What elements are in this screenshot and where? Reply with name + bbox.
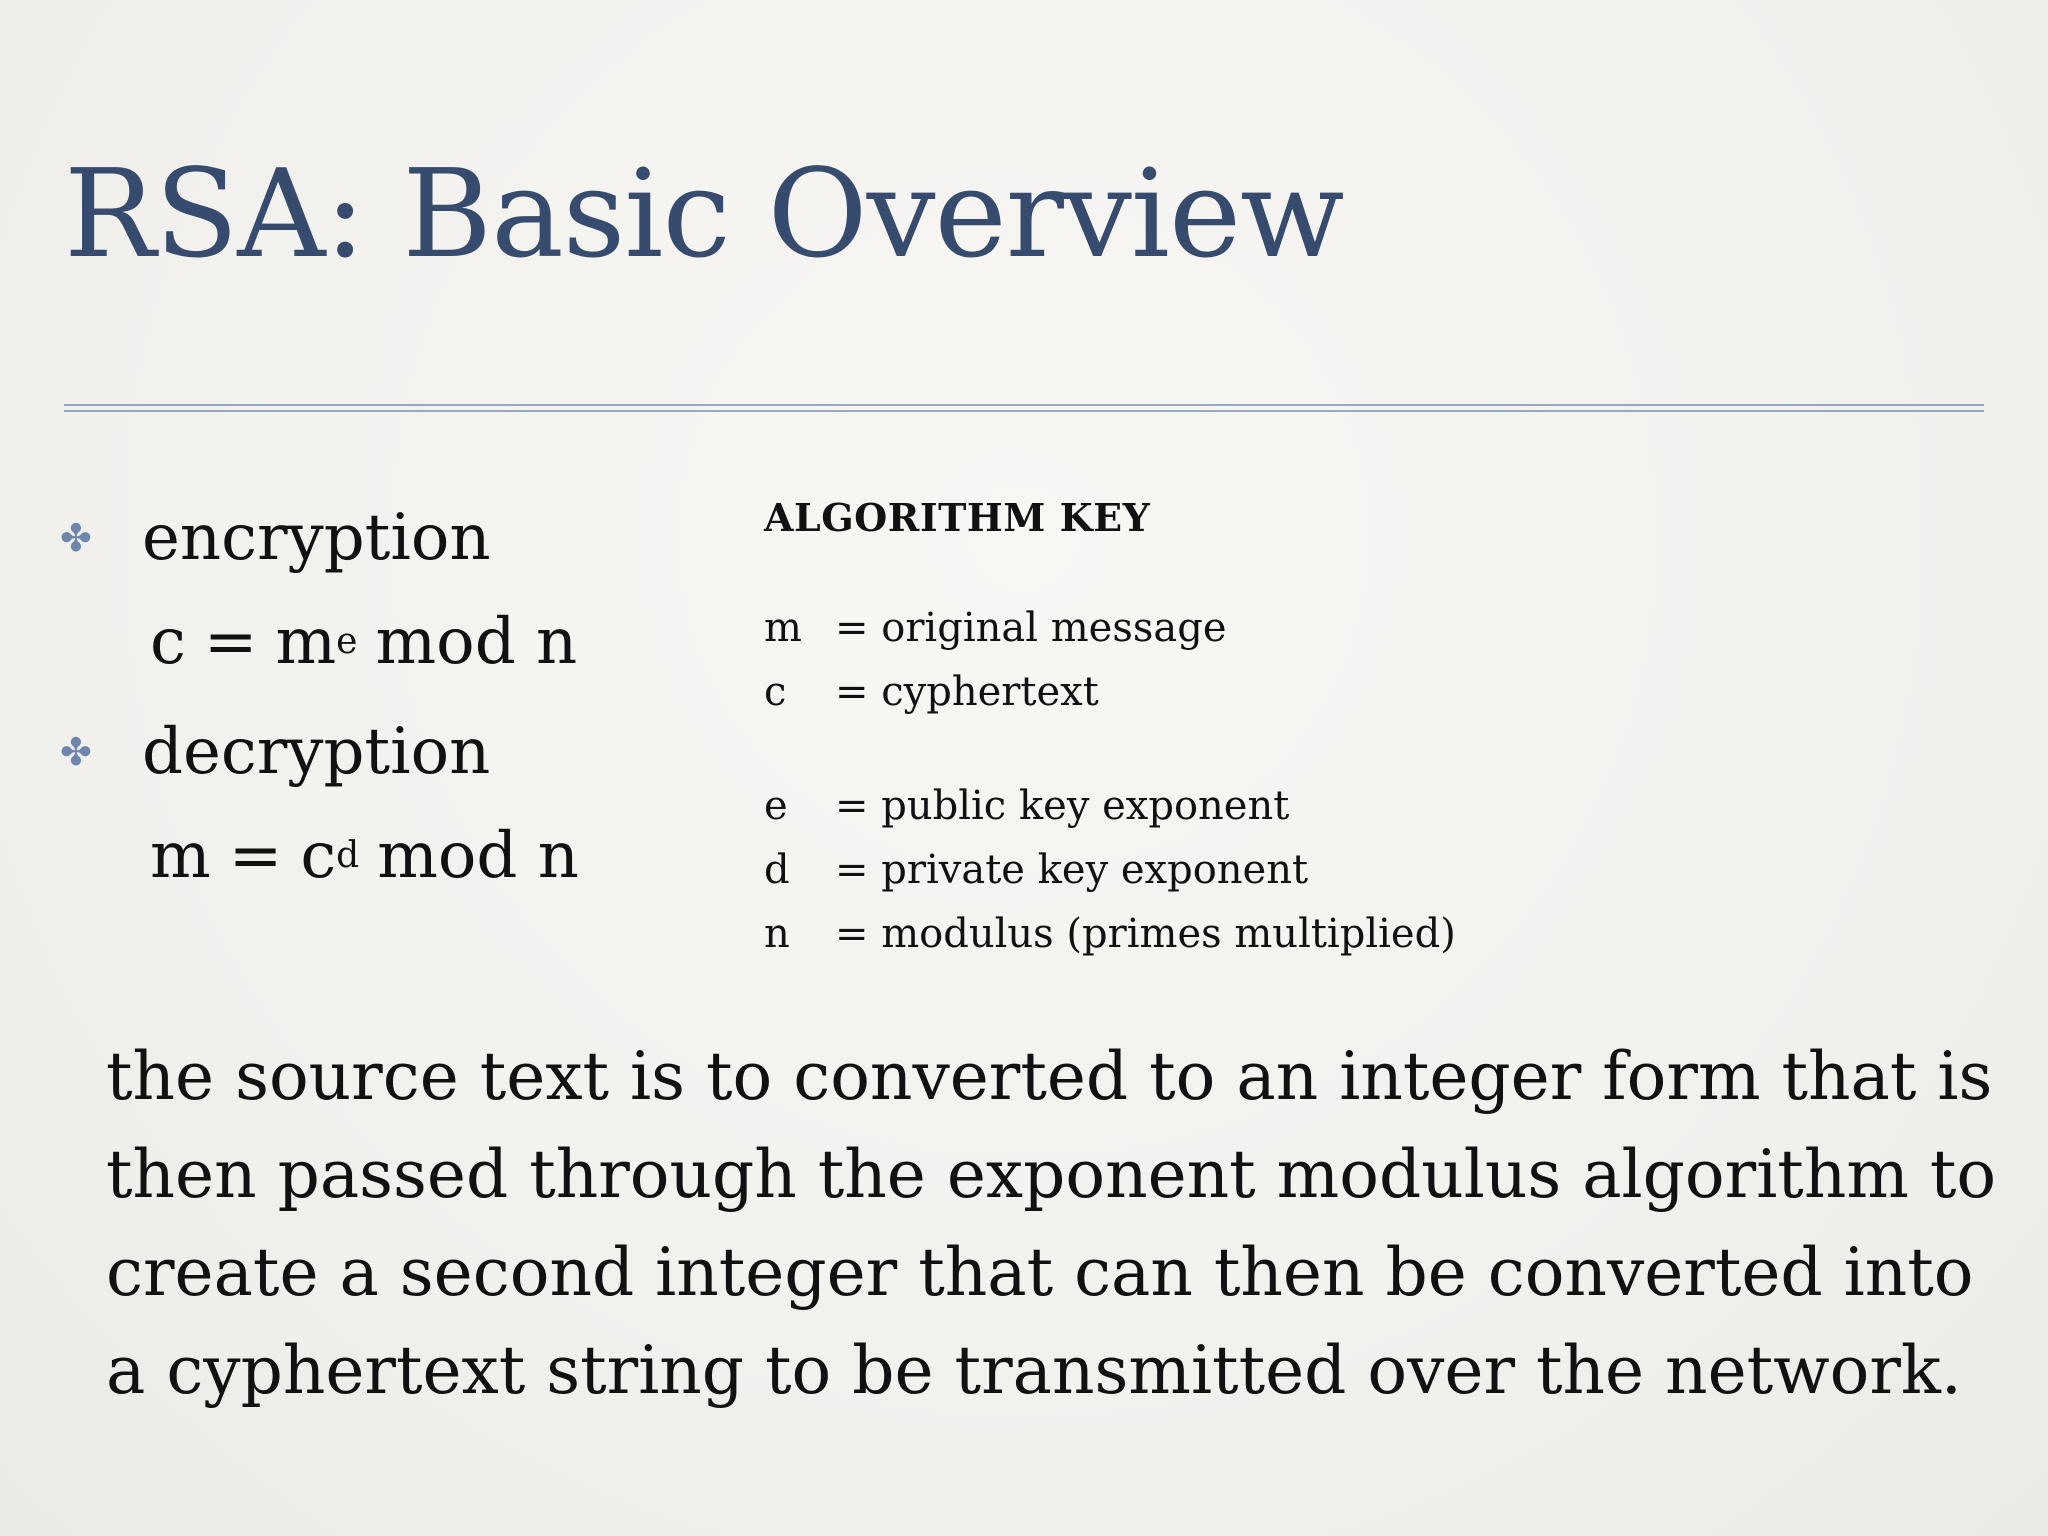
key-definition: = public key exponent (835, 783, 1290, 829)
encryption-formula (60, 488, 740, 696)
key-symbol: m (764, 605, 802, 651)
equation-lhs: m (150, 819, 211, 893)
equation-mod: mod n (377, 819, 579, 893)
equation-base: c (300, 819, 337, 893)
bullet-item (60, 702, 740, 802)
algorithm-key (764, 490, 1524, 1016)
equation: c = m e mod n (150, 605, 578, 679)
key-heading: ALGORITHM KEY (764, 495, 1151, 540)
equation-equals: = (203, 605, 258, 679)
key-symbol: d (764, 847, 790, 893)
slide-title: RSA: Basic Overview (64, 143, 1344, 285)
equation-lhs: c (150, 605, 186, 679)
key-symbol: e (764, 783, 788, 829)
explanation-paragraph: the source text is to converted to an integer form that is then passed through the exponent modulus algorithm to create a second integer that can then be converted into a cyphertext string to be transmitted over the network. (106, 1038, 1997, 1409)
decryption-formula (60, 702, 740, 910)
flower-bullet-icon: ✤ (60, 730, 92, 774)
bullet-label: encryption (142, 501, 491, 575)
key-definition: = private key exponent (835, 847, 1309, 893)
title-divider (64, 404, 1984, 412)
key-row (764, 596, 1524, 660)
flower-bullet-icon: ✤ (60, 516, 92, 560)
equation: m = c d mod n (150, 819, 579, 893)
key-row (764, 902, 1524, 966)
key-group-keys (764, 774, 1524, 966)
key-symbol: c (764, 669, 787, 715)
key-row (764, 838, 1524, 902)
key-symbol: n (764, 911, 790, 957)
bullet-label: decryption (142, 715, 491, 789)
key-definition: = original message (835, 605, 1227, 651)
equation-base: m (275, 605, 337, 679)
key-row (764, 660, 1524, 724)
key-definition: = cyphertext (835, 669, 1099, 715)
formula-list (60, 488, 740, 916)
equation-mod: mod n (375, 605, 578, 679)
key-row (764, 774, 1524, 838)
bullet-item (60, 488, 740, 588)
key-definition: = modulus (primes multiplied) (835, 911, 1456, 957)
key-group-message (764, 596, 1524, 724)
equation-equals: = (228, 819, 283, 893)
